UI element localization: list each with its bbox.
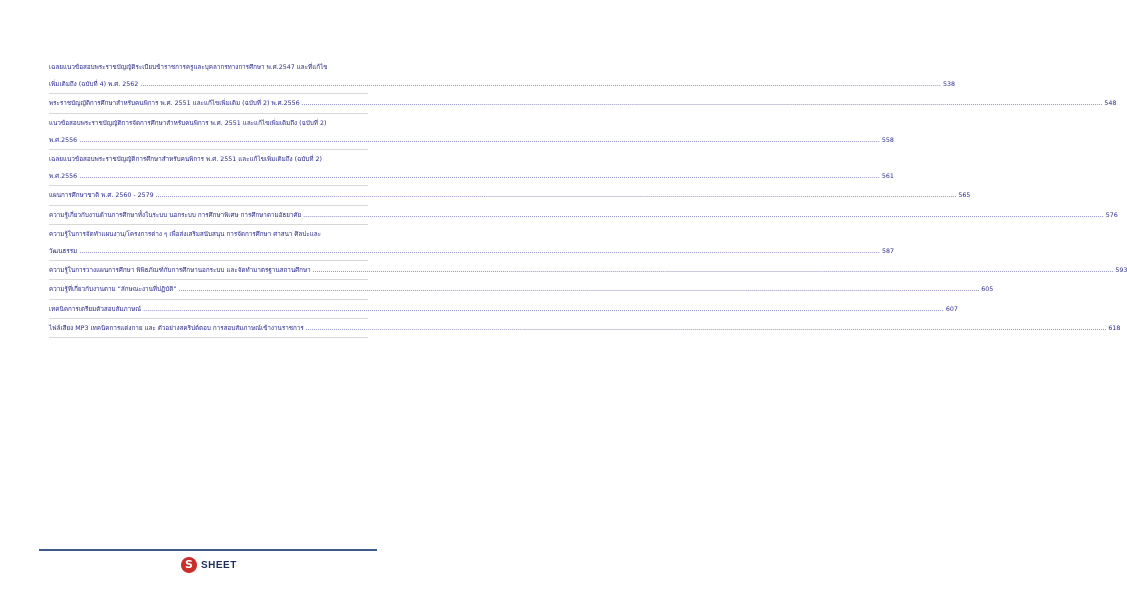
toc-entry-title-line: พ.ศ.2556 bbox=[49, 136, 78, 144]
toc-entry[interactable] bbox=[49, 226, 894, 261]
sheet-logo-icon: S bbox=[181, 557, 197, 573]
toc-page-number: 548 bbox=[1104, 100, 1117, 108]
toc-entry[interactable] bbox=[49, 320, 1121, 338]
footer-divider bbox=[39, 549, 377, 551]
toc-entry-title-line: ความรู้ในการวางแผนการศึกษา พิพิธภัณฑ์กับการศึกษานอกระบบ และจัดทำมาตรฐานสถานศึกษา bbox=[49, 267, 311, 275]
toc-entry-title-line: เพิ่มเติมถึง (ฉบับที่ 4) พ.ศ. 2562 bbox=[49, 81, 139, 89]
toc-entry[interactable] bbox=[49, 95, 1117, 113]
toc-entry[interactable] bbox=[49, 281, 994, 299]
toc-entry-title-line: แผนการศึกษาชาติ พ.ศ. 2560 - 2579 bbox=[49, 192, 154, 200]
toc-leader-dots: ................................................................................................................................................................................................................................................................................................................................................................................................................ bbox=[301, 100, 1103, 108]
toc-leader-dots: ................................................................................................................................................................................................................................................................................................................................................................................................................ bbox=[143, 305, 944, 313]
toc-page-number: 593 bbox=[1115, 267, 1127, 275]
toc-entry-title-line: เทคนิคการเตรียมตัวสอบสัมภาษณ์ bbox=[49, 305, 142, 313]
toc-entry-title-line: วัฒนธรรม bbox=[49, 248, 78, 256]
toc-entry-title-line: แนวข้อสอบพระราชบัญญัติการจัดการศึกษาสำหรับคนพิการ พ.ศ. 2551 และแก้ไขเพิ่มเติมถึง (ฉบับที่ 2) bbox=[49, 119, 327, 127]
toc-entry-title-line: เฉลยแนวข้อสอบพระราชบัญญัติการศึกษาสำหรับคนพิการ พ.ศ. 2551 และแก้ไขเพิ่มเติมถึง (ฉบับที่ 2) bbox=[49, 156, 322, 164]
toc-leader-dots: ................................................................................................................................................................................................................................................................................................................................................................................................................ bbox=[303, 211, 1104, 219]
toc-page-number: 538 bbox=[942, 81, 955, 89]
toc-page-number: 565 bbox=[958, 192, 971, 200]
toc-entry[interactable] bbox=[49, 115, 894, 150]
toc-page-number: 576 bbox=[1105, 211, 1118, 219]
toc-leader-dots: ................................................................................................................................................................................................................................................................................................................................................................................................................ bbox=[178, 286, 980, 294]
toc-page-number: 558 bbox=[881, 136, 894, 144]
toc-entry-title-line: พ.ศ.2556 bbox=[49, 173, 78, 181]
toc-leader-dots: ................................................................................................................................................................................................................................................................................................................................................................................................................ bbox=[79, 136, 880, 144]
toc-entry[interactable] bbox=[49, 187, 971, 205]
toc-page-number: 561 bbox=[881, 173, 894, 181]
toc-page-number: 587 bbox=[881, 248, 894, 256]
toc-entry-title-line: ความรู้เกี่ยวกับงานด้านการศึกษาทั้งในระบบ นอกระบบ การศึกษาพิเศษ การศึกษาตามอัธยาศัย bbox=[49, 211, 302, 219]
toc-entry-title-line: เฉลยแนวข้อสอบพระราชบัญญัติระเบียบข้าราชการครูและบุคลากรทางการศึกษา พ.ศ.2547 และที่แก้ไข bbox=[49, 64, 328, 71]
toc-leader-dots: ................................................................................................................................................................................................................................................................................................................................................................................................................ bbox=[312, 267, 1114, 275]
toc-entry-title-line: ความรู้ที่เกี่ยวกับงานตาม “ลักษณะงานที่ปฏิบัติ” bbox=[49, 286, 177, 294]
toc-page-number: 618 bbox=[1108, 324, 1121, 332]
toc-entry-title-line: พระราชบัญญัติการศึกษาสำหรับคนพิการ พ.ศ. 2551 และแก้ไขเพิ่มเติม (ฉบับที่ 2) พ.ศ.2556 bbox=[49, 100, 300, 108]
toc-leader-dots: ................................................................................................................................................................................................................................................................................................................................................................................................................ bbox=[79, 248, 880, 256]
toc-entry[interactable] bbox=[49, 207, 1118, 225]
sheet-logo bbox=[181, 555, 237, 575]
toc-page-number: 607 bbox=[945, 305, 958, 313]
toc-entry[interactable] bbox=[49, 59, 955, 94]
table-of-contents bbox=[49, 59, 1127, 339]
toc-entry[interactable] bbox=[49, 262, 1127, 280]
toc-leader-dots: ................................................................................................................................................................................................................................................................................................................................................................................................................ bbox=[140, 81, 941, 89]
toc-leader-dots: ................................................................................................................................................................................................................................................................................................................................................................................................................ bbox=[155, 192, 957, 200]
toc-entry-title-line: ไฟล์เสียง MP3 เทคนิคการแต่งกาย และ ตัวอย่างสคริปต์ตอบ การสอบสัมภาษณ์เข้างานราชการ bbox=[49, 324, 304, 332]
sheet-logo-text: SHEET bbox=[201, 559, 237, 571]
toc-entry[interactable] bbox=[49, 301, 958, 319]
toc-entry[interactable] bbox=[49, 151, 894, 186]
toc-page-number: 605 bbox=[981, 286, 994, 294]
toc-entry-title-line: ความรู้ในการจัดทำแผนงาน/โครงการต่าง ๆ เพื่อส่งเสริมสนับสนุน การจัดการศึกษา ศาสนา ศิลปะและ bbox=[49, 230, 321, 238]
toc-leader-dots: ................................................................................................................................................................................................................................................................................................................................................................................................................ bbox=[305, 324, 1107, 332]
toc-leader-dots: ................................................................................................................................................................................................................................................................................................................................................................................................................ bbox=[79, 173, 880, 181]
